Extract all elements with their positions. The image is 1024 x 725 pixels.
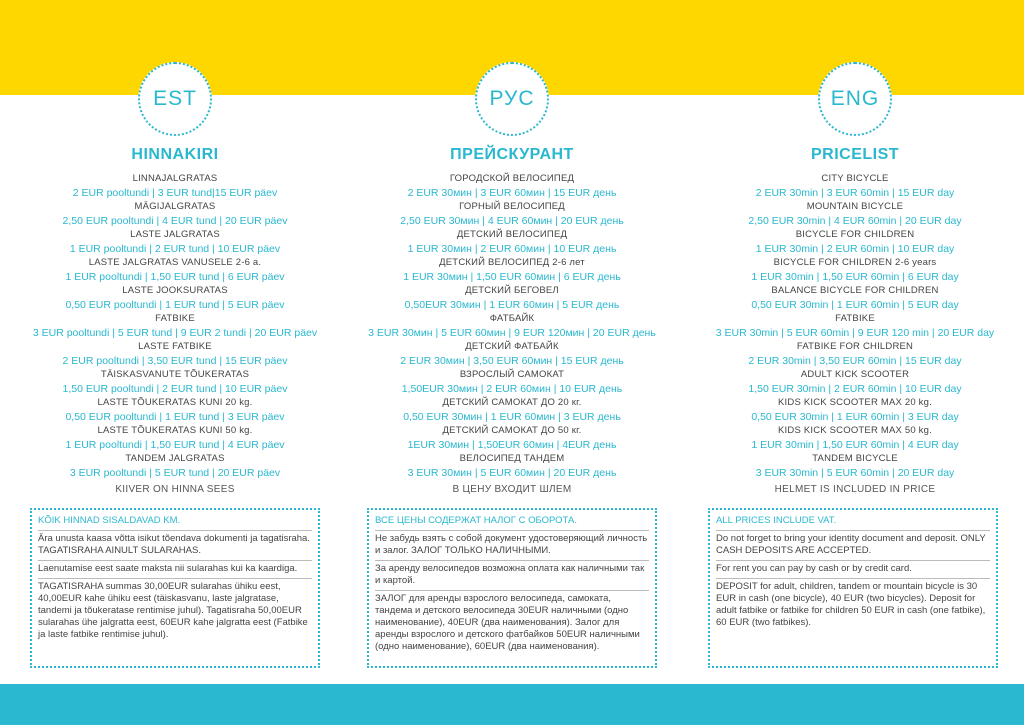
category-label: LASTE TÕUKERATAS KUNI 50 kg. — [97, 424, 253, 436]
category-label: ДЕТСКИЙ САМОКАТ ДО 50 кг. — [442, 424, 582, 436]
price-line: 1 EUR 30min | 2 EUR 60min | 10 EUR day — [755, 242, 955, 255]
vat-note: KÕIK HINNAD SISALDAVAD KM. — [38, 513, 312, 531]
info-box-est — [30, 508, 320, 668]
price-line: 1,50 EUR 30min | 2 EUR 60min | 10 EUR day — [748, 382, 962, 395]
language-badge-eng: ENG — [818, 62, 892, 136]
price-line: 3 EUR 30min | 5 EUR 60min | 9 EUR 120 min | 20 EUR day — [715, 326, 995, 339]
category-label: MÄGIJALGRATAS — [134, 200, 216, 212]
price-line: 0,50 EUR 30мин | 1 EUR 60мин | 3 EUR день — [403, 410, 621, 423]
category-label: CITY BICYCLE — [821, 173, 889, 184]
price-line: 1 EUR 30min | 1,50 EUR 60min | 4 EUR day — [751, 438, 959, 451]
category-label: ВЗРОСЛЫЙ САМОКАТ — [459, 368, 565, 380]
column-rus — [362, 62, 662, 495]
document-deposit-note: Ära unusta kaasa võtta isikut tõendava dokumenti ja tagatisraha. TAGATISRAHA AINULT SULARAHAS. — [38, 531, 312, 561]
info-box-eng — [708, 508, 998, 668]
price-line: 1,50EUR 30мин | 2 EUR 60мин | 10 EUR день — [401, 382, 623, 395]
price-line: 2 EUR 30min | 3 EUR 60min | 15 EUR day — [755, 186, 955, 199]
pricelist-title-rus: ПРЕЙСКУРАНТ — [450, 146, 574, 163]
category-label: TÄISKASVANUTE TÕUKERATAS — [100, 368, 250, 380]
price-line: 2 EUR pooltundi | 3,50 EUR tund | 15 EUR päev — [62, 354, 288, 367]
price-line: 1,50 EUR pooltundi | 2 EUR tund | 10 EUR päev — [62, 382, 288, 395]
category-label: KIDS KICK SCOOTER MAX 50 kg. — [778, 424, 932, 436]
price-line: 3 EUR 30мин | 5 EUR 60мин | 9 EUR 120мин | 20 EUR день — [368, 326, 656, 339]
category-label: FATBIKE FOR CHILDREN — [796, 340, 914, 352]
price-line: 3 EUR 30мин | 5 EUR 60мин | 20 EUR день — [407, 466, 617, 479]
category-label: FATBIKE — [155, 312, 195, 324]
category-label: ГОРОДСКОЙ ВЕЛОСИПЕД — [449, 173, 575, 184]
category-label: MOUNTAIN BICYCLE — [806, 200, 904, 212]
category-label: LASTE JALGRATAS VANUSELE 2-6 a. — [88, 256, 262, 268]
column-est — [25, 62, 325, 495]
helmet-note: HELMET IS INCLUDED IN PRICE — [774, 483, 936, 495]
payment-note: Laenutamise eest saate maksta nii sularahas kui ka kaardiga. — [38, 561, 312, 579]
price-line: 3 EUR pooltundi | 5 EUR tund | 20 EUR päev — [69, 466, 281, 479]
category-label: ДЕТСКИЙ САМОКАТ ДО 20 кг. — [442, 396, 582, 408]
price-line: 1 EUR 30min | 1,50 EUR 60min | 6 EUR day — [751, 270, 959, 283]
category-label: ДЕТСКИЙ ВЕЛОСИПЕД 2-6 лет — [439, 256, 585, 268]
language-badge-rus: РУС — [475, 62, 549, 136]
price-items-rus — [362, 172, 662, 480]
category-label: ADULT KICK SCOOTER — [800, 368, 910, 380]
category-label: LASTE JALGRATAS — [130, 228, 220, 240]
deposit-details: TAGATISRAHA summas 30,00EUR sularahas ühiku eest, 40,00EUR kahe ühiku eest (täiskasvanu, laste jalgratase, tandemi ja tõukeratase rentimise juhul). Tagatisraha 50,00EUR sularahas ühe jalgratta eest, 60EUR kahe jalgratta eest (Fatbike ja laste fatbike rentimise juhul). — [38, 581, 308, 640]
price-line: 3 EUR 30min | 5 EUR 60min | 20 EUR day — [755, 466, 955, 479]
price-line: 2 EUR 30min | 3,50 EUR 60min | 15 EUR day — [748, 354, 962, 367]
price-line: 2,50 EUR pooltundi | 4 EUR tund | 20 EUR päev — [62, 214, 288, 227]
category-label: TANDEM BICYCLE — [812, 452, 898, 464]
deposit-details: DEPOSIT for adult, children, tandem or mountain bicycle is 30 EUR in cash (one bicycle), 40 EUR (two bicycles). Deposit for adult fatbike or fatbike for children 50 EUR in cash (one fatbike), 60 EUR (two fatbikes). — [716, 581, 986, 628]
price-line: 1 EUR 30мин | 2 EUR 60мин | 10 EUR день — [407, 242, 617, 255]
price-line: 2 EUR 30мин | 3,50 EUR 60мин | 15 EUR день — [400, 354, 624, 367]
document-deposit-note: Не забудь взять с собой документ удостоверяющий личность и залог. ЗАЛОГ ТОЛЬКО НАЛИЧНЫМИ. — [375, 531, 649, 561]
category-label: ФАТБАЙК — [489, 312, 535, 324]
category-label: TANDEM JALGRATAS — [125, 452, 225, 464]
pricelist-title-est: HINNAKIRI — [131, 146, 219, 163]
price-line: 1 EUR pooltundi | 1,50 EUR tund | 6 EUR päev — [65, 270, 285, 283]
vat-note: ALL PRICES INCLUDE VAT. — [716, 513, 990, 531]
category-label: KIDS KICK SCOOTER MAX 20 kg. — [778, 396, 932, 408]
pricelist-title-eng: PRICELIST — [810, 146, 900, 163]
helmet-note: В ЦЕНУ ВХОДИТ ШЛЕМ — [452, 483, 572, 495]
deposit-details: ЗАЛОГ для аренды взрослого велосипеда, самоката, тандема и детского велосипеда 30EUR наличными (одно наименование), 40EUR (два наименования). Залог для аренды взрослого и детского фатбайков 50EUR наличными (одно наименование), 60EUR (два наименования). — [375, 593, 640, 652]
price-line: 1EUR 30мин | 1,50EUR 60мин | 4EUR день — [407, 438, 617, 451]
category-label: FATBIKE — [835, 312, 875, 324]
price-line: 1 EUR 30мин | 1,50 EUR 60мин | 6 EUR день — [403, 270, 621, 283]
price-line: 0,50EUR 30мин | 1 EUR 60мин | 5 EUR день — [404, 298, 620, 311]
price-line: 1 EUR pooltundi | 2 EUR tund | 10 EUR päev — [69, 242, 281, 255]
price-line: 0,50 EUR 30min | 1 EUR 60min | 5 EUR day — [751, 298, 959, 311]
category-label: BICYCLE FOR CHILDREN — [795, 228, 915, 240]
helmet-note: KIIVER ON HINNA SEES — [115, 483, 235, 495]
payment-note: За аренду велосипедов возможна оплата как наличными так и картой. — [375, 561, 649, 591]
price-line: 0,50 EUR pooltundi | 1 EUR tund | 5 EUR päev — [65, 298, 285, 311]
category-label: ДЕТСКИЙ ФАТБАЙК — [465, 340, 559, 352]
category-label: LASTE TÕUKERATAS KUNI 20 kg. — [97, 396, 253, 408]
info-box-rus — [367, 508, 657, 668]
category-label: BICYCLE FOR CHILDREN 2-6 years — [773, 256, 937, 268]
vat-note: ВСЕ ЦЕНЫ СОДЕРЖАТ НАЛОГ С ОБОРОТА. — [375, 513, 649, 531]
price-line: 2,50 EUR 30мин | 4 EUR 60мин | 20 EUR день — [400, 214, 624, 227]
price-items-eng — [705, 172, 1005, 480]
document-deposit-note: Do not forget to bring your identity document and deposit. ONLY CASH DEPOSITS ARE ACCEPTED. — [716, 531, 990, 561]
payment-note: For rent you can pay by cash or by credit card. — [716, 561, 990, 579]
price-line: 0,50 EUR pooltundi | 1 EUR tund | 3 EUR päev — [65, 410, 285, 423]
price-line: 2,50 EUR 30min | 4 EUR 60min | 20 EUR day — [748, 214, 962, 227]
price-line: 2 EUR pooltundi | 3 EUR tund|15 EUR päev — [72, 186, 278, 199]
category-label: ВЕЛОСИПЕД ТАНДЕМ — [459, 452, 565, 464]
category-label: LINNAJALGRATAS — [132, 173, 218, 184]
category-label: LASTE JOOKSURATAS — [122, 284, 228, 296]
column-eng — [705, 62, 1005, 495]
price-line: 2 EUR 30мин | 3 EUR 60мин | 15 EUR день — [407, 186, 617, 199]
price-line: 3 EUR pooltundi | 5 EUR tund | 9 EUR 2 tundi | 20 EUR päev — [32, 326, 318, 339]
category-label: ДЕТСКИЙ БЕГОВЕЛ — [465, 284, 559, 296]
category-label: BALANCE BICYCLE FOR CHILDREN — [771, 284, 939, 296]
category-label: ДЕТСКИЙ ВЕЛОСИПЕД — [456, 228, 568, 240]
price-items-est — [25, 172, 325, 480]
category-label: LASTE FATBIKE — [138, 340, 212, 352]
price-line: 1 EUR pooltundi | 1,50 EUR tund | 4 EUR päev — [65, 438, 285, 451]
price-line: 0,50 EUR 30min | 1 EUR 60min | 3 EUR day — [751, 410, 959, 423]
bottom-teal-band — [0, 684, 1024, 725]
language-badge-est: EST — [138, 62, 212, 136]
category-label: ГОРНЫЙ ВЕЛОСИПЕД — [459, 200, 565, 212]
